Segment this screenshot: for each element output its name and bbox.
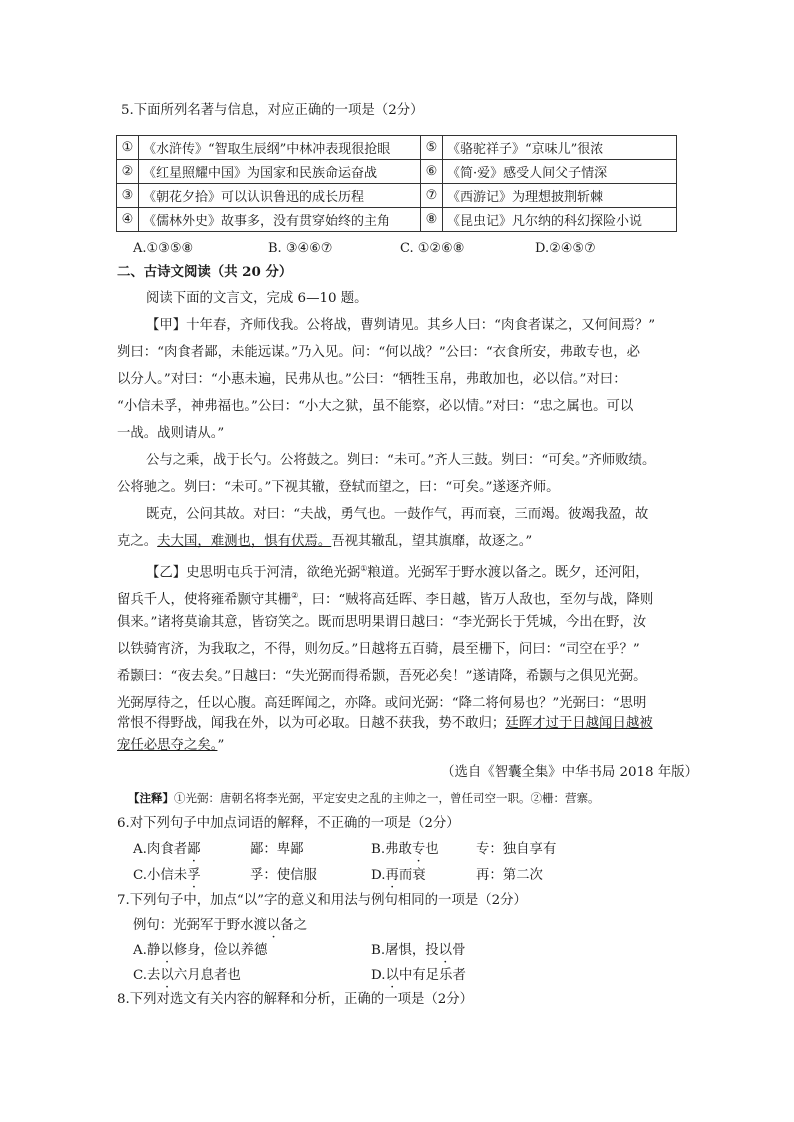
option-text: D. — [371, 868, 386, 883]
passage-text: 【乙】史思明屯兵于河清，欲绝光弼 — [146, 565, 361, 581]
q6-explanation-a: 鄙：卑鄙 — [250, 842, 304, 857]
option-text: A.肉食者 — [133, 842, 188, 857]
passage-yi-line: 俱来。”诸将莫谕其意，皆窃笑之。既而思明果谓日越曰：“李光弼长于凭城，今出在野，汝 — [117, 615, 647, 630]
passage-text: 粮道。光弼军于野水渡以备之。既夕，还河阳， — [367, 565, 649, 581]
option-text: 而衰 — [398, 868, 426, 883]
dotted-word: 以 — [160, 943, 174, 958]
question-7-title: 7.下列句子中，加点“以”字的意义和用法与例句相同的一项是（2分） — [117, 893, 527, 908]
passage-text: ，曰：“贼将高廷晖、李日越，皆万人敌也，至勿与战，降则 — [298, 592, 654, 608]
dotted-word: 专 — [411, 842, 426, 857]
q7-option-d — [371, 967, 466, 985]
table-row — [117, 184, 677, 208]
row-number: ⑥ — [421, 160, 443, 184]
q7-option-c — [133, 967, 241, 985]
option-b: B. ③④⑥⑦ — [268, 241, 333, 256]
passage-jia-line: 既克，公问其故。对曰：“夫战，勇气也。一鼓作气，再而衰，三而竭。彼竭我盈，故 — [146, 507, 649, 522]
option-text: 中有足乐者 — [398, 968, 466, 983]
passage-jia-line: 一战。战则请从。” — [117, 426, 225, 441]
option-text: 也 — [425, 842, 439, 857]
footnote-marker: ① — [360, 564, 368, 573]
option-text: 六月息者也 — [173, 968, 241, 983]
row-number: ⑦ — [421, 184, 443, 208]
q6-option-b — [371, 841, 439, 859]
option-d: D.②④⑤⑦ — [535, 241, 596, 256]
table-row — [117, 136, 677, 160]
q6-explanation-d: 再：第二次 — [476, 868, 543, 883]
option-a: A.①③⑤⑧ — [133, 241, 194, 256]
option-text: D. — [371, 968, 386, 983]
underlined-sentence: 夫大国，难测也，惧有伏焉。 — [157, 534, 332, 549]
section-intro: 阅读下面的文言文，完成 6—10 题。 — [146, 291, 368, 306]
table-cell: 《西游记》为理想披荆斩棘 — [443, 184, 677, 208]
passage-text: 吾视其辙乱，望其旗靡，故逐之。” — [331, 534, 533, 549]
note-text: ①光弼：唐朝名将李光弼，平定安史之乱的主帅之一，曾任司空一职。②栅：营寨。 — [174, 791, 600, 805]
passage-jia-line: 以分人。”对曰：“小惠未遍，民弗从也。”公曰：“牺牲玉帛，弗敢加也，必以信。”对曰： — [117, 372, 627, 387]
q6-option-c — [133, 867, 201, 885]
passage-jia-line: “小信未孚，神弗福也。”公曰：“小大之狱，虽不能察，必以情。”对曰：“忠之属也。可以 — [117, 399, 634, 414]
option-text: C.去 — [133, 968, 161, 983]
table-cell: 《儒林外史》故事多，没有贯穿始终的主角 — [139, 208, 421, 232]
passage-jia-line: 公将驰之。刿曰：“未可。”下视其辙，登轼而望之，曰：“可矣。”遂逐齐师。 — [117, 480, 560, 495]
passage-jia-line — [117, 533, 532, 551]
footnote-marker: ② — [291, 591, 299, 600]
passage-yi-line — [146, 560, 649, 582]
option-text: B.屠惧，投 — [371, 943, 439, 958]
q7-option-b — [371, 942, 465, 960]
q6-option-a — [133, 841, 201, 859]
table-cell: 《红星照耀中国》为国家和民族命运奋战 — [139, 160, 421, 184]
annotation-note — [128, 789, 600, 807]
question-5-table — [116, 135, 677, 232]
table-cell: 《骆驼祥子》“京味儿”很浓 — [443, 136, 677, 160]
dotted-word: 孚 — [187, 868, 201, 883]
row-number: ⑤ — [421, 136, 443, 160]
q6-explanation-b: 专：独自享有 — [476, 842, 557, 857]
source-citation: （选自《智囊全集》中华书局 2018 年版） — [441, 765, 698, 780]
table-cell: 《昆虫记》凡尔纳的科幻探险小说 — [443, 208, 677, 232]
dotted-word: 以 — [266, 918, 281, 933]
note-label: 【注释】 — [128, 791, 174, 805]
option-text: A.静 — [133, 943, 161, 958]
q6-option-d — [371, 867, 426, 885]
dotted-word: 以 — [385, 968, 399, 983]
table-row — [117, 160, 677, 184]
option-text: 修身，俭以养德 — [173, 943, 268, 958]
table-cell: 《简·爱》感受人间父子情深 — [443, 160, 677, 184]
passage-yi-line: 以铁骑宵济，为我取之，不得，则勿反。”日越将五百骑，晨至栅下，问曰：“司空在乎？” — [117, 642, 640, 657]
option-text: C.小信未 — [133, 868, 188, 883]
row-number: ② — [117, 160, 139, 184]
passage-jia-line: 公与之乘，战于长勺。公将鼓之。刿曰：“未可。”齐人三鼓。刿曰：“可矣。”齐师败绩。 — [146, 453, 656, 468]
table-cell: 《水浒传》“智取生辰纲”中林冲表现很抢眼 — [139, 136, 421, 160]
option-text: 例句：光弼军于野水渡 — [133, 918, 267, 933]
q7-example — [133, 917, 307, 935]
row-number: ③ — [117, 184, 139, 208]
passage-text: 常恨不得野战，闻我在外，以为可必取。日越不获我，势不敢归； — [117, 716, 506, 731]
passage-yi-line — [117, 737, 224, 755]
passage-yi-line: 光弼厚待之，任以心腹。高廷晖闻之，亦降。或问光弼：“降二将何易也？”光弼曰：“思明 — [117, 696, 647, 711]
dotted-word: 以 — [160, 968, 174, 983]
question-6-title: 6.对下列句子中加点词语的解释，不正确的一项是（2分） — [117, 816, 460, 831]
passage-jia-line: 【甲】十年春，齐师伐我。公将战，曹刿请见。其乡人曰：“肉食者谋之，又何间焉？” — [146, 318, 656, 333]
row-number: ⑧ — [421, 208, 443, 232]
table-cell: 《朝花夕拾》可以认识鲁迅的成长历程 — [139, 184, 421, 208]
option-text: B.弗敢 — [371, 842, 412, 857]
question-5-title: 5.下面所列名著与信息，对应正确的一项是（2分） — [121, 103, 424, 118]
dotted-word: 鄙 — [187, 842, 201, 857]
option-c: C. ①②⑥⑧ — [400, 241, 465, 256]
option-text: 骨 — [452, 943, 466, 958]
underlined-sentence: 宠任必思夺之矣。 — [117, 738, 218, 753]
passage-text: 留兵千人，使将雍希颢守其栅 — [117, 592, 292, 608]
option-text: 备之 — [280, 918, 308, 933]
row-number: ④ — [117, 208, 139, 232]
dotted-word: 再 — [385, 868, 399, 883]
q6-explanation-c: 孚：使信服 — [250, 868, 317, 883]
section-heading: 二、古诗文阅读（共 20 分） — [117, 264, 293, 280]
passage-yi-line — [117, 715, 653, 733]
underlined-sentence: 廷晖才过于日越闻日越被 — [505, 716, 653, 731]
passage-yi-line — [117, 587, 653, 609]
passage-yi-line: 希颢曰：“夜去矣。”日越曰：“失光弼而得希颢，吾死必矣！”遂请降，希颢与之俱见光弼。 — [117, 669, 647, 684]
table-row — [117, 208, 677, 232]
dotted-word: 以 — [438, 943, 453, 958]
passage-jia-line: 刿曰：“肉食者鄙，未能远谋。”乃入见。问：“何以战？”公曰：“衣食所安，弗敢专也，必 — [117, 345, 640, 360]
row-number: ① — [117, 136, 139, 160]
q7-option-a — [133, 942, 267, 960]
question-8-title: 8.下列对选文有关内容的解释和分析，正确的一项是（2分） — [117, 992, 474, 1007]
passage-text: ” — [217, 738, 225, 753]
passage-text: 克之。 — [117, 534, 158, 549]
